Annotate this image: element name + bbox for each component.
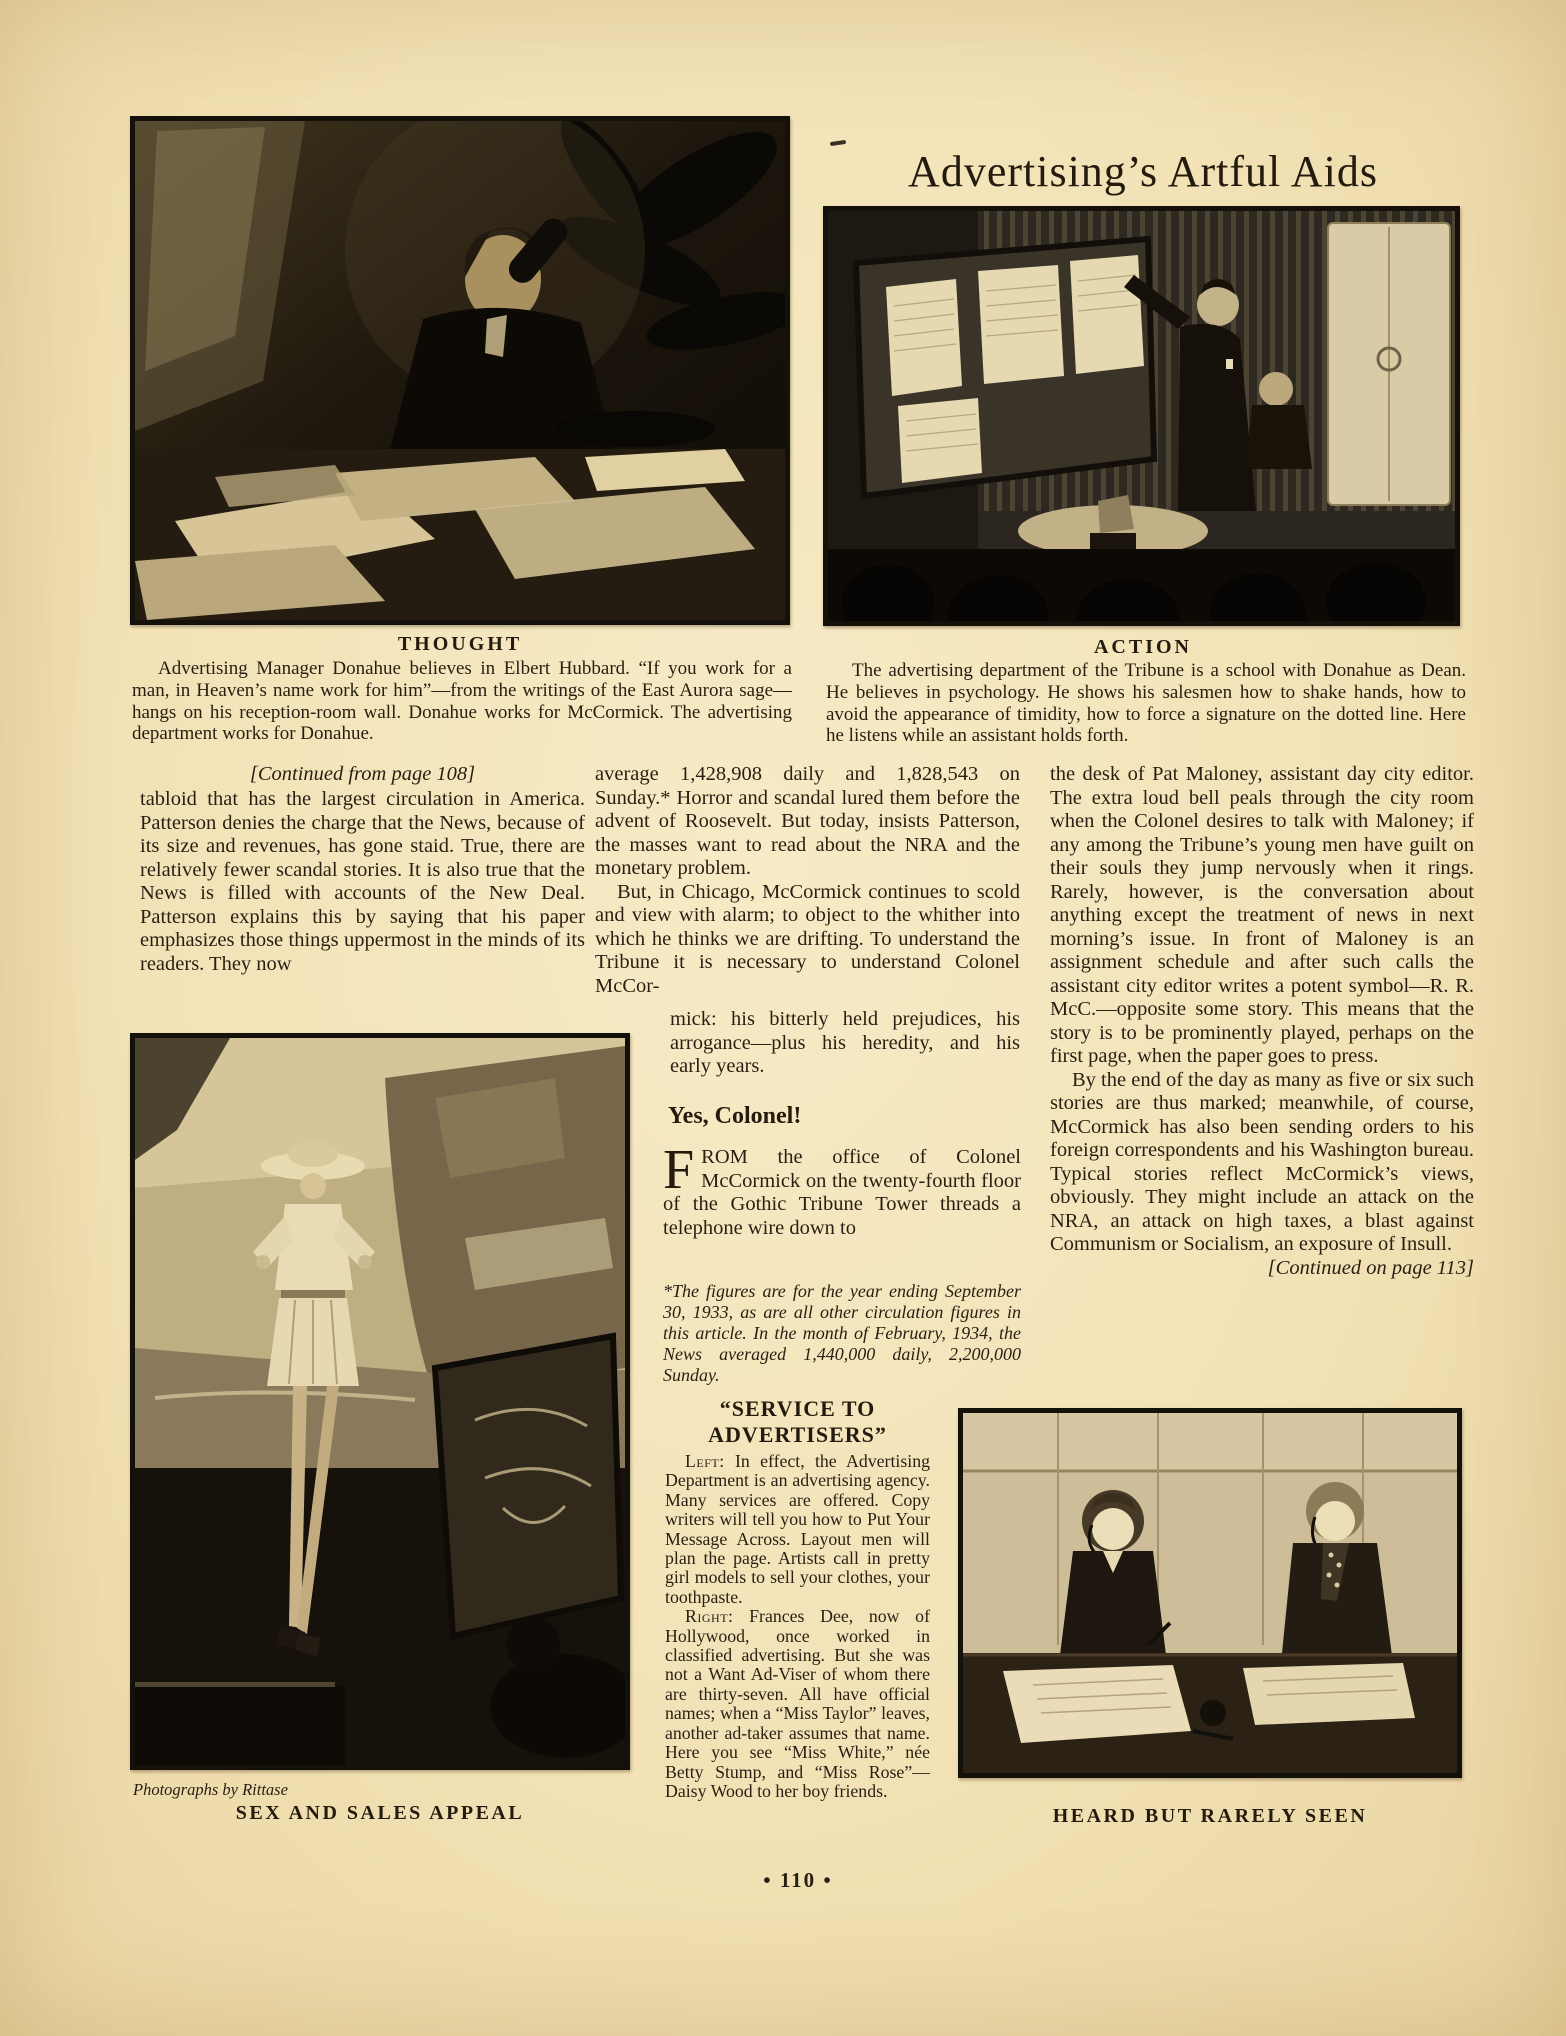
action-caption-body: The advertising department of the Tribune is a school with Donahue as Dean. He believes in psychology. He shows his salesmen how to shake hands, how to avoid the appearance of timidity, how to force a signature on the dotted line. Here he listens while an assistant holds forth. [826, 660, 1466, 747]
action-caption-heading: ACTION [1093, 636, 1192, 658]
article-column-1 [140, 788, 585, 976]
dropcap-letter: F [663, 1139, 695, 1201]
column2-paragraph-1: average 1,428,908 daily and 1,828,543 on Sunday.* Horror and scandal lured them before the advent of Roosevelt. But today, insists Patterson, the masses want to read about the NRA and the monetary problem. [595, 763, 1020, 879]
photographer-credit: Photographs by Rittase [133, 1780, 288, 1799]
ad-takers-photo-illustration [963, 1413, 1457, 1773]
dropcap-paragraph-text: ROM the office of Colonel McCormick on the twenty-fourth floor of the Gothic Tribune Tower threads a telephone wire down to [663, 1146, 1021, 1239]
photo-heard [958, 1408, 1462, 1778]
page-title: Advertising’s Artful Aids [908, 147, 1378, 196]
service-heading-line1: “SERVICE TO [719, 1396, 876, 1421]
photo-sex-appeal [130, 1033, 630, 1770]
continued-on-note: [Continued on page 113] [1267, 1256, 1474, 1279]
page-number: • 110 • [763, 1868, 833, 1892]
model-photo-illustration [135, 1038, 625, 1765]
sex-appeal-caption: SEX AND SALES APPEAL [235, 1802, 525, 1824]
service-heading [640, 1396, 955, 1448]
thought-caption-body: Advertising Manager Donahue believes in Elbert Hubbard. “If you work for a man, in Heaven’s name work for him”—from the writings of the East Aurora sage—hangs on his reception-room wall. Donahue works for McCormick. The advertising department works for Donahue. [132, 658, 792, 745]
column3-paragraph-1: the desk of Pat Maloney, assistant day city editor. The extra loud bell peals through the city room when the Colonel desires to talk with Maloney; if any among the Tribune’s young men have guilt on their souls they jump nervously when it rings. Rarely, however, is the conversation about anything except the treatment of news in next morning’s issue. In front of Maloney is an assignment schedule and after such calls the assistant city editor writes a potent symbol—R. R. McC.—opposite some story. This means that the story is to be prominently played, perhaps on the first page, when the paper goes to press. [1050, 763, 1474, 1067]
column2-indent-text: mick: his bitterly held prejudices, his arrogance—plus his heredity, and his early years. [670, 1008, 1020, 1077]
service-right-label: Right: [685, 1606, 734, 1627]
service-right-paragraph [665, 1607, 930, 1801]
service-left-label: Left: [685, 1451, 725, 1471]
service-heading-line2: ADVERTISERS” [708, 1422, 887, 1447]
column1-paragraph: tabloid that has the largest circulation in America. Patterson denies the charge that the News, because of its size and revenues, has gone staid. True, there are relatively fewer scandal stories. It is also true that the News is filled with accounts of the New Deal. Patterson explains this by saying that his paper emphasizes those things uppermost in the minds of its readers. They now [140, 788, 585, 975]
service-left-paragraph [665, 1452, 930, 1607]
article-column-3 [1050, 763, 1474, 1280]
thought-photo-illustration [135, 121, 785, 620]
photo-action [823, 206, 1460, 626]
column2-indented-block [670, 1008, 1020, 1079]
thought-caption-heading: THOUGHT [397, 633, 523, 655]
service-right-text: Frances Dee, now of Hollywood, once worked in classified advertising. But she was not a Want Ad-Viser of whom there are thirty-seven. All have official names; when a “Miss Taylor” leaves, another ad-taker assumes that name. Here you see “Miss White,” née Betty Stump, and “Miss Rose”—Daisy Wood to her boy friends. [665, 1606, 930, 1801]
service-column [665, 1452, 930, 1801]
yes-colonel-heading: Yes, Colonel! [668, 1103, 802, 1129]
column3-paragraph-2: By the end of the day as many as five or six such stories are thus marked; meanwhile, of course, McCormick has also been sending orders to his foreign correspondents and his Washington bureau. Typical stories reflect McCormick’s views, obviously. They might include an attack on the NRA, an attack on high taxes, a blast against Communism or Socialism, an exposure of Insull. [1050, 1068, 1474, 1255]
dropcap-paragraph [663, 1139, 1021, 1240]
article-column-2 [595, 763, 1020, 998]
thought-caption-text [132, 658, 792, 745]
action-photo-illustration [828, 211, 1455, 621]
continued-from-note: [Continued from page 108] [249, 763, 476, 785]
circulation-footnote: *The figures are for the year ending September 30, 1933, as are all other circulation figures in this article. In the month of February, 1934, the News averaged 1,440,000 daily, 2,200,000 Sunday. [663, 1281, 1021, 1385]
heard-caption: HEARD BUT RARELY SEEN [1052, 1805, 1368, 1827]
photo-thought [130, 116, 790, 625]
column2-paragraph-2: But, in Chicago, McCormick continues to scold and view with alarm; to object to the whither into which he thinks we are drifting. To understand the Tribune it is necessary to understand Colonel McCor- [595, 880, 1020, 997]
service-left-text: In effect, the Advertising Department is an advertising agency. Many services are offered. Copy writers will tell you how to Put Your Message Across. Layout men will plan the page. Artists call in pretty girl models to sell your clothes, your toothpaste. [665, 1451, 930, 1607]
dropcap-paragraph-inner [663, 1139, 1021, 1240]
action-caption-text [826, 660, 1466, 747]
